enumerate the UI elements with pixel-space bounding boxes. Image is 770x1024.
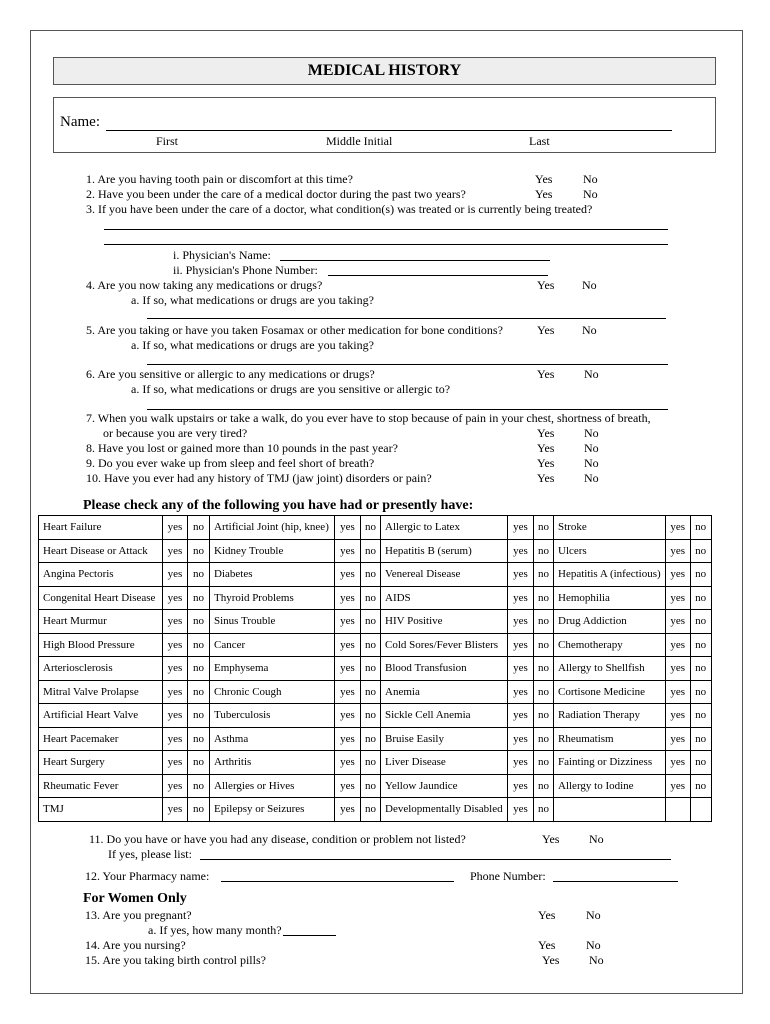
q15-yes[interactable]: Yes [542,953,560,967]
condition-label: Kidney Trouble [210,539,335,563]
q6-answer-line[interactable] [147,409,668,410]
condition-no-option[interactable]: no [534,563,554,587]
condition-label: Hepatitis B (serum) [381,539,508,563]
q5-no[interactable]: No [582,323,597,337]
q8-yes[interactable]: Yes [537,441,555,455]
condition-label: Allergies or Hives [210,774,335,798]
q2-yes[interactable]: Yes [535,187,553,201]
condition-no-option[interactable]: no [361,633,381,657]
condition-no-option[interactable]: no [534,774,554,798]
condition-row [39,751,712,775]
q10-no[interactable]: No [584,471,599,485]
condition-label: Bruise Easily [381,727,508,751]
phone-number-line[interactable] [553,881,678,882]
condition-yes-option[interactable]: yes [508,727,534,751]
condition-label: High Blood Pressure [39,633,163,657]
condition-no-option[interactable]: no [534,751,554,775]
q8-no[interactable]: No [584,441,599,455]
condition-row [39,657,712,681]
condition-label: Heart Failure [39,516,163,540]
q11-list-label: If yes, please list: [108,847,192,861]
condition-label: Drug Addiction [554,610,666,634]
condition-label: Allergy to Iodine [554,774,666,798]
physician-name-label: i. Physician's Name: [173,248,271,262]
condition-yes-option[interactable]: yes [508,586,534,610]
last-name-caption: Last [529,134,550,148]
condition-label: Epilepsy or Seizures [210,798,335,822]
condition-label: Artificial Joint (hip, knee) [210,516,335,540]
condition-label: Heart Disease or Attack [39,539,163,563]
condition-label: Chemotherapy [554,633,666,657]
q4-answer-line[interactable] [147,318,666,319]
condition-yes-option[interactable]: yes [163,727,188,751]
condition-no-option[interactable]: no [188,539,210,563]
question-7: 7. When you walk upstairs or take a walk, do you ever have to stop because of pain in your chest, shortness of breath, [86,411,651,425]
condition-label: Hepatitis A (infectious) [554,563,666,587]
condition-label: Cortisone Medicine [554,680,666,704]
condition-row [39,610,712,634]
q11-yes[interactable]: Yes [542,832,560,846]
condition-label: Heart Surgery [39,751,163,775]
condition-no-option[interactable]: no [188,774,210,798]
condition-no-option[interactable]: no [690,516,711,540]
question-14: 14. Are you nursing? [85,938,186,952]
condition-no-option[interactable]: no [534,657,554,681]
condition-label: Sinus Trouble [210,610,335,634]
condition-yes-option[interactable]: yes [508,516,534,540]
condition-label: Asthma [210,727,335,751]
condition-label: Thyroid Problems [210,586,335,610]
condition-label: Cold Sores/Fever Blisters [381,633,508,657]
question-6a: a. If so, what medications or drugs are you sensitive or allergic to? [131,382,451,396]
condition-no-option[interactable]: no [188,586,210,610]
condition-yes-option[interactable]: yes [335,516,361,540]
condition-yes-option[interactable]: yes [665,657,690,681]
condition-no-option[interactable]: no [361,751,381,775]
condition-yes-option[interactable]: yes [665,539,690,563]
condition-no-option[interactable]: no [361,704,381,728]
condition-row [39,727,712,751]
condition-no-option[interactable]: no [534,727,554,751]
condition-label: Congenital Heart Disease [39,586,163,610]
q5-answer-line[interactable] [147,364,668,365]
condition-label: Tuberculosis [210,704,335,728]
condition-yes-option[interactable]: yes [335,610,361,634]
question-6: 6. Are you sensitive or allergic to any medications or drugs? [86,367,375,381]
condition-yes-option[interactable]: yes [163,798,188,822]
condition-yes-option[interactable]: yes [508,704,534,728]
question-9: 9. Do you ever wake up from sleep and feel short of breath? [86,456,375,470]
condition-label: Allergy to Shellfish [554,657,666,681]
q7-yes[interactable]: Yes [537,426,555,440]
condition-yes-option[interactable]: yes [508,751,534,775]
phone-number-label: Phone Number: [470,869,546,883]
condition-yes-option[interactable]: yes [665,586,690,610]
q13-no[interactable]: No [586,908,601,922]
condition-label: Allergic to Latex [381,516,508,540]
condition-no-option[interactable]: no [361,727,381,751]
first-name-caption: First [156,134,179,148]
physician-phone-line[interactable] [328,275,548,276]
condition-yes-option[interactable]: yes [665,610,690,634]
condition-row [39,704,712,728]
physician-phone-label: ii. Physician's Phone Number: [173,263,318,277]
question-3: 3. If you have been under the care of a doctor, what condition(s) was treated or is currently being treated? [86,202,593,216]
condition-yes-option[interactable]: yes [335,586,361,610]
question-15: 15. Are you taking birth control pills? [85,953,266,967]
condition-label: Yellow Jaundice [381,774,508,798]
q1-no[interactable]: No [583,172,598,186]
condition-label: Arteriosclerosis [39,657,163,681]
q3-answer-line-2[interactable] [104,244,668,245]
condition-label: Mitral Valve Prolapse [39,680,163,704]
condition-yes-option[interactable]: yes [335,680,361,704]
q13-yes[interactable]: Yes [538,908,556,922]
condition-yes-option[interactable]: yes [665,704,690,728]
condition-label: AIDS [381,586,508,610]
condition-row [39,586,712,610]
condition-yes-option[interactable]: yes [163,516,188,540]
condition-no-option[interactable]: no [188,657,210,681]
condition-row [39,539,712,563]
condition-no-option[interactable]: no [690,586,711,610]
condition-label: Stroke [554,516,666,540]
condition-yes-option[interactable]: yes [335,704,361,728]
q6-yes[interactable]: Yes [537,367,555,381]
question-4: 4. Are you now taking any medications or drugs? [86,278,323,292]
condition-no-option[interactable]: no [361,586,381,610]
condition-label: Heart Pacemaker [39,727,163,751]
condition-no-option[interactable]: no [690,563,711,587]
condition-yes-option[interactable]: yes [508,633,534,657]
condition-label: Anemia [381,680,508,704]
women-only-heading: For Women Only [83,891,187,906]
condition-no-option[interactable]: no [361,657,381,681]
condition-label: Diabetes [210,563,335,587]
middle-initial-caption: Middle Initial [326,134,393,148]
condition-no-option[interactable]: no [690,539,711,563]
q15-no[interactable]: No [589,953,604,967]
condition-no-option[interactable]: no [361,610,381,634]
name-input-line[interactable] [106,130,672,131]
condition-no-option[interactable]: no [690,657,711,681]
q3-answer-line-1[interactable] [104,229,668,230]
condition-no-option[interactable]: no [188,798,210,822]
condition-label: HIV Positive [381,610,508,634]
condition-no-option[interactable]: no [690,751,711,775]
q7-no[interactable]: No [584,426,599,440]
condition-no-option[interactable]: no [188,704,210,728]
condition-yes-option[interactable]: yes [163,610,188,634]
condition-yes-option[interactable]: yes [335,798,361,822]
condition-label: Ulcers [554,539,666,563]
condition-label: Sickle Cell Anemia [381,704,508,728]
condition-yes-option[interactable]: yes [335,633,361,657]
q2-no[interactable]: No [583,187,598,201]
q11-no[interactable]: No [589,832,604,846]
condition-no-option[interactable]: no [188,610,210,634]
condition-no-option[interactable]: no [534,586,554,610]
q4-no[interactable]: No [582,278,597,292]
q6-no[interactable]: No [584,367,599,381]
q5-yes[interactable]: Yes [537,323,555,337]
condition-no-option[interactable]: no [188,516,210,540]
q4-yes[interactable]: Yes [537,278,555,292]
condition-label: TMJ [39,798,163,822]
pharmacy-name-line[interactable] [221,881,454,882]
condition-row [39,516,712,540]
condition-yes-option[interactable]: yes [163,704,188,728]
condition-no-option[interactable]: no [534,680,554,704]
condition-no-option[interactable]: no [690,633,711,657]
condition-row [39,680,712,704]
condition-no-option[interactable]: no [534,704,554,728]
condition-no-option[interactable]: no [690,610,711,634]
condition-label: Heart Murmur [39,610,163,634]
condition-yes-option[interactable]: yes [335,751,361,775]
conditions-table [38,515,712,822]
months-line[interactable] [283,935,336,936]
question-2: 2. Have you been under the care of a medical doctor during the past two years? [86,187,466,201]
name-label: Name: [60,114,100,130]
condition-no-option[interactable]: no [361,563,381,587]
condition-label: Rheumatism [554,727,666,751]
question-12: 12. Your Pharmacy name: [85,869,210,883]
condition-row [39,798,712,822]
question-13a: a. If yes, how many month? [148,923,282,937]
condition-row [39,774,712,798]
conditions-heading: Please check any of the following you have had or presently have: [83,498,474,513]
condition-yes-option[interactable]: yes [665,516,690,540]
condition-yes-option[interactable]: yes [508,610,534,634]
condition-yes-option[interactable]: yes [665,727,690,751]
condition-yes-option[interactable]: yes [335,774,361,798]
condition-no-option[interactable]: no [361,516,381,540]
condition-yes-option[interactable]: yes [665,680,690,704]
condition-no-option[interactable]: no [361,539,381,563]
condition-label: Radiation Therapy [554,704,666,728]
question-4a: a. If so, what medications or drugs are you taking? [131,293,374,307]
condition-label: Artificial Heart Valve [39,704,163,728]
condition-label: Chronic Cough [210,680,335,704]
condition-label: Angina Pectoris [39,563,163,587]
condition-yes-option[interactable]: yes [163,633,188,657]
condition-yes-option[interactable]: yes [163,539,188,563]
condition-no-option[interactable]: no [534,516,554,540]
condition-yes-option[interactable]: yes [508,657,534,681]
condition-label [554,798,666,822]
condition-label: Rheumatic Fever [39,774,163,798]
condition-no-option[interactable]: no [188,563,210,587]
condition-label: Cancer [210,633,335,657]
question-13: 13. Are you pregnant? [85,908,192,922]
condition-yes-option[interactable]: yes [163,680,188,704]
empty-cell [690,798,711,822]
condition-label: Fainting or Dizziness [554,751,666,775]
question-7-cont: or because you are very tired? [103,426,248,440]
condition-row [39,563,712,587]
q14-no[interactable]: No [586,938,601,952]
question-5: 5. Are you taking or have you taken Fosamax or other medication for bone conditions? [86,323,503,337]
condition-no-option[interactable]: no [361,774,381,798]
condition-yes-option[interactable]: yes [508,563,534,587]
q9-yes[interactable]: Yes [537,456,555,470]
q1-yes[interactable]: Yes [535,172,553,186]
condition-no-option[interactable]: no [690,680,711,704]
condition-label: Emphysema [210,657,335,681]
form-title: MEDICAL HISTORY [53,57,716,85]
condition-yes-option[interactable]: yes [665,633,690,657]
condition-label: Blood Transfusion [381,657,508,681]
condition-no-option[interactable]: no [188,727,210,751]
q14-yes[interactable]: Yes [538,938,556,952]
condition-label: Developmentally Disabled [381,798,508,822]
name-section [53,97,716,153]
condition-yes-option[interactable]: yes [335,657,361,681]
condition-no-option[interactable]: no [534,798,554,822]
q11-list-line[interactable] [200,859,671,860]
condition-no-option[interactable]: no [690,774,711,798]
q10-yes[interactable]: Yes [537,471,555,485]
condition-yes-option[interactable]: yes [335,539,361,563]
condition-yes-option[interactable]: yes [508,774,534,798]
condition-no-option[interactable]: no [188,633,210,657]
condition-label: Hemophilia [554,586,666,610]
condition-yes-option[interactable]: yes [163,657,188,681]
condition-row [39,633,712,657]
question-11: 11. Do you have or have you had any disease, condition or problem not listed? [89,832,466,846]
question-8: 8. Have you lost or gained more than 10 pounds in the past year? [86,441,398,455]
condition-yes-option[interactable]: yes [508,798,534,822]
condition-yes-option[interactable]: yes [665,751,690,775]
condition-yes-option[interactable]: yes [163,774,188,798]
condition-no-option[interactable]: no [188,680,210,704]
condition-yes-option[interactable]: yes [508,680,534,704]
condition-no-option[interactable]: no [534,633,554,657]
condition-no-option[interactable]: no [361,680,381,704]
condition-yes-option[interactable]: yes [163,563,188,587]
condition-no-option[interactable]: no [361,798,381,822]
question-10: 10. Have you ever had any history of TMJ (jaw joint) disorders or pain? [86,471,432,485]
condition-yes-option[interactable]: yes [163,586,188,610]
question-1: 1. Are you having tooth pain or discomfort at this time? [86,172,353,186]
condition-yes-option[interactable]: yes [665,563,690,587]
physician-name-line[interactable] [280,260,550,261]
condition-no-option[interactable]: no [690,727,711,751]
q9-no[interactable]: No [584,456,599,470]
question-5a: a. If so, what medications or drugs are you taking? [131,338,374,352]
empty-cell [665,798,690,822]
condition-no-option[interactable]: no [534,610,554,634]
condition-yes-option[interactable]: yes [508,539,534,563]
condition-label: Liver Disease [381,751,508,775]
condition-yes-option[interactable]: yes [335,563,361,587]
condition-yes-option[interactable]: yes [335,727,361,751]
condition-no-option[interactable]: no [534,539,554,563]
condition-label: Arthritis [210,751,335,775]
condition-yes-option[interactable]: yes [665,774,690,798]
condition-no-option[interactable]: no [188,751,210,775]
condition-label: Venereal Disease [381,563,508,587]
condition-yes-option[interactable]: yes [163,751,188,775]
condition-no-option[interactable]: no [690,704,711,728]
